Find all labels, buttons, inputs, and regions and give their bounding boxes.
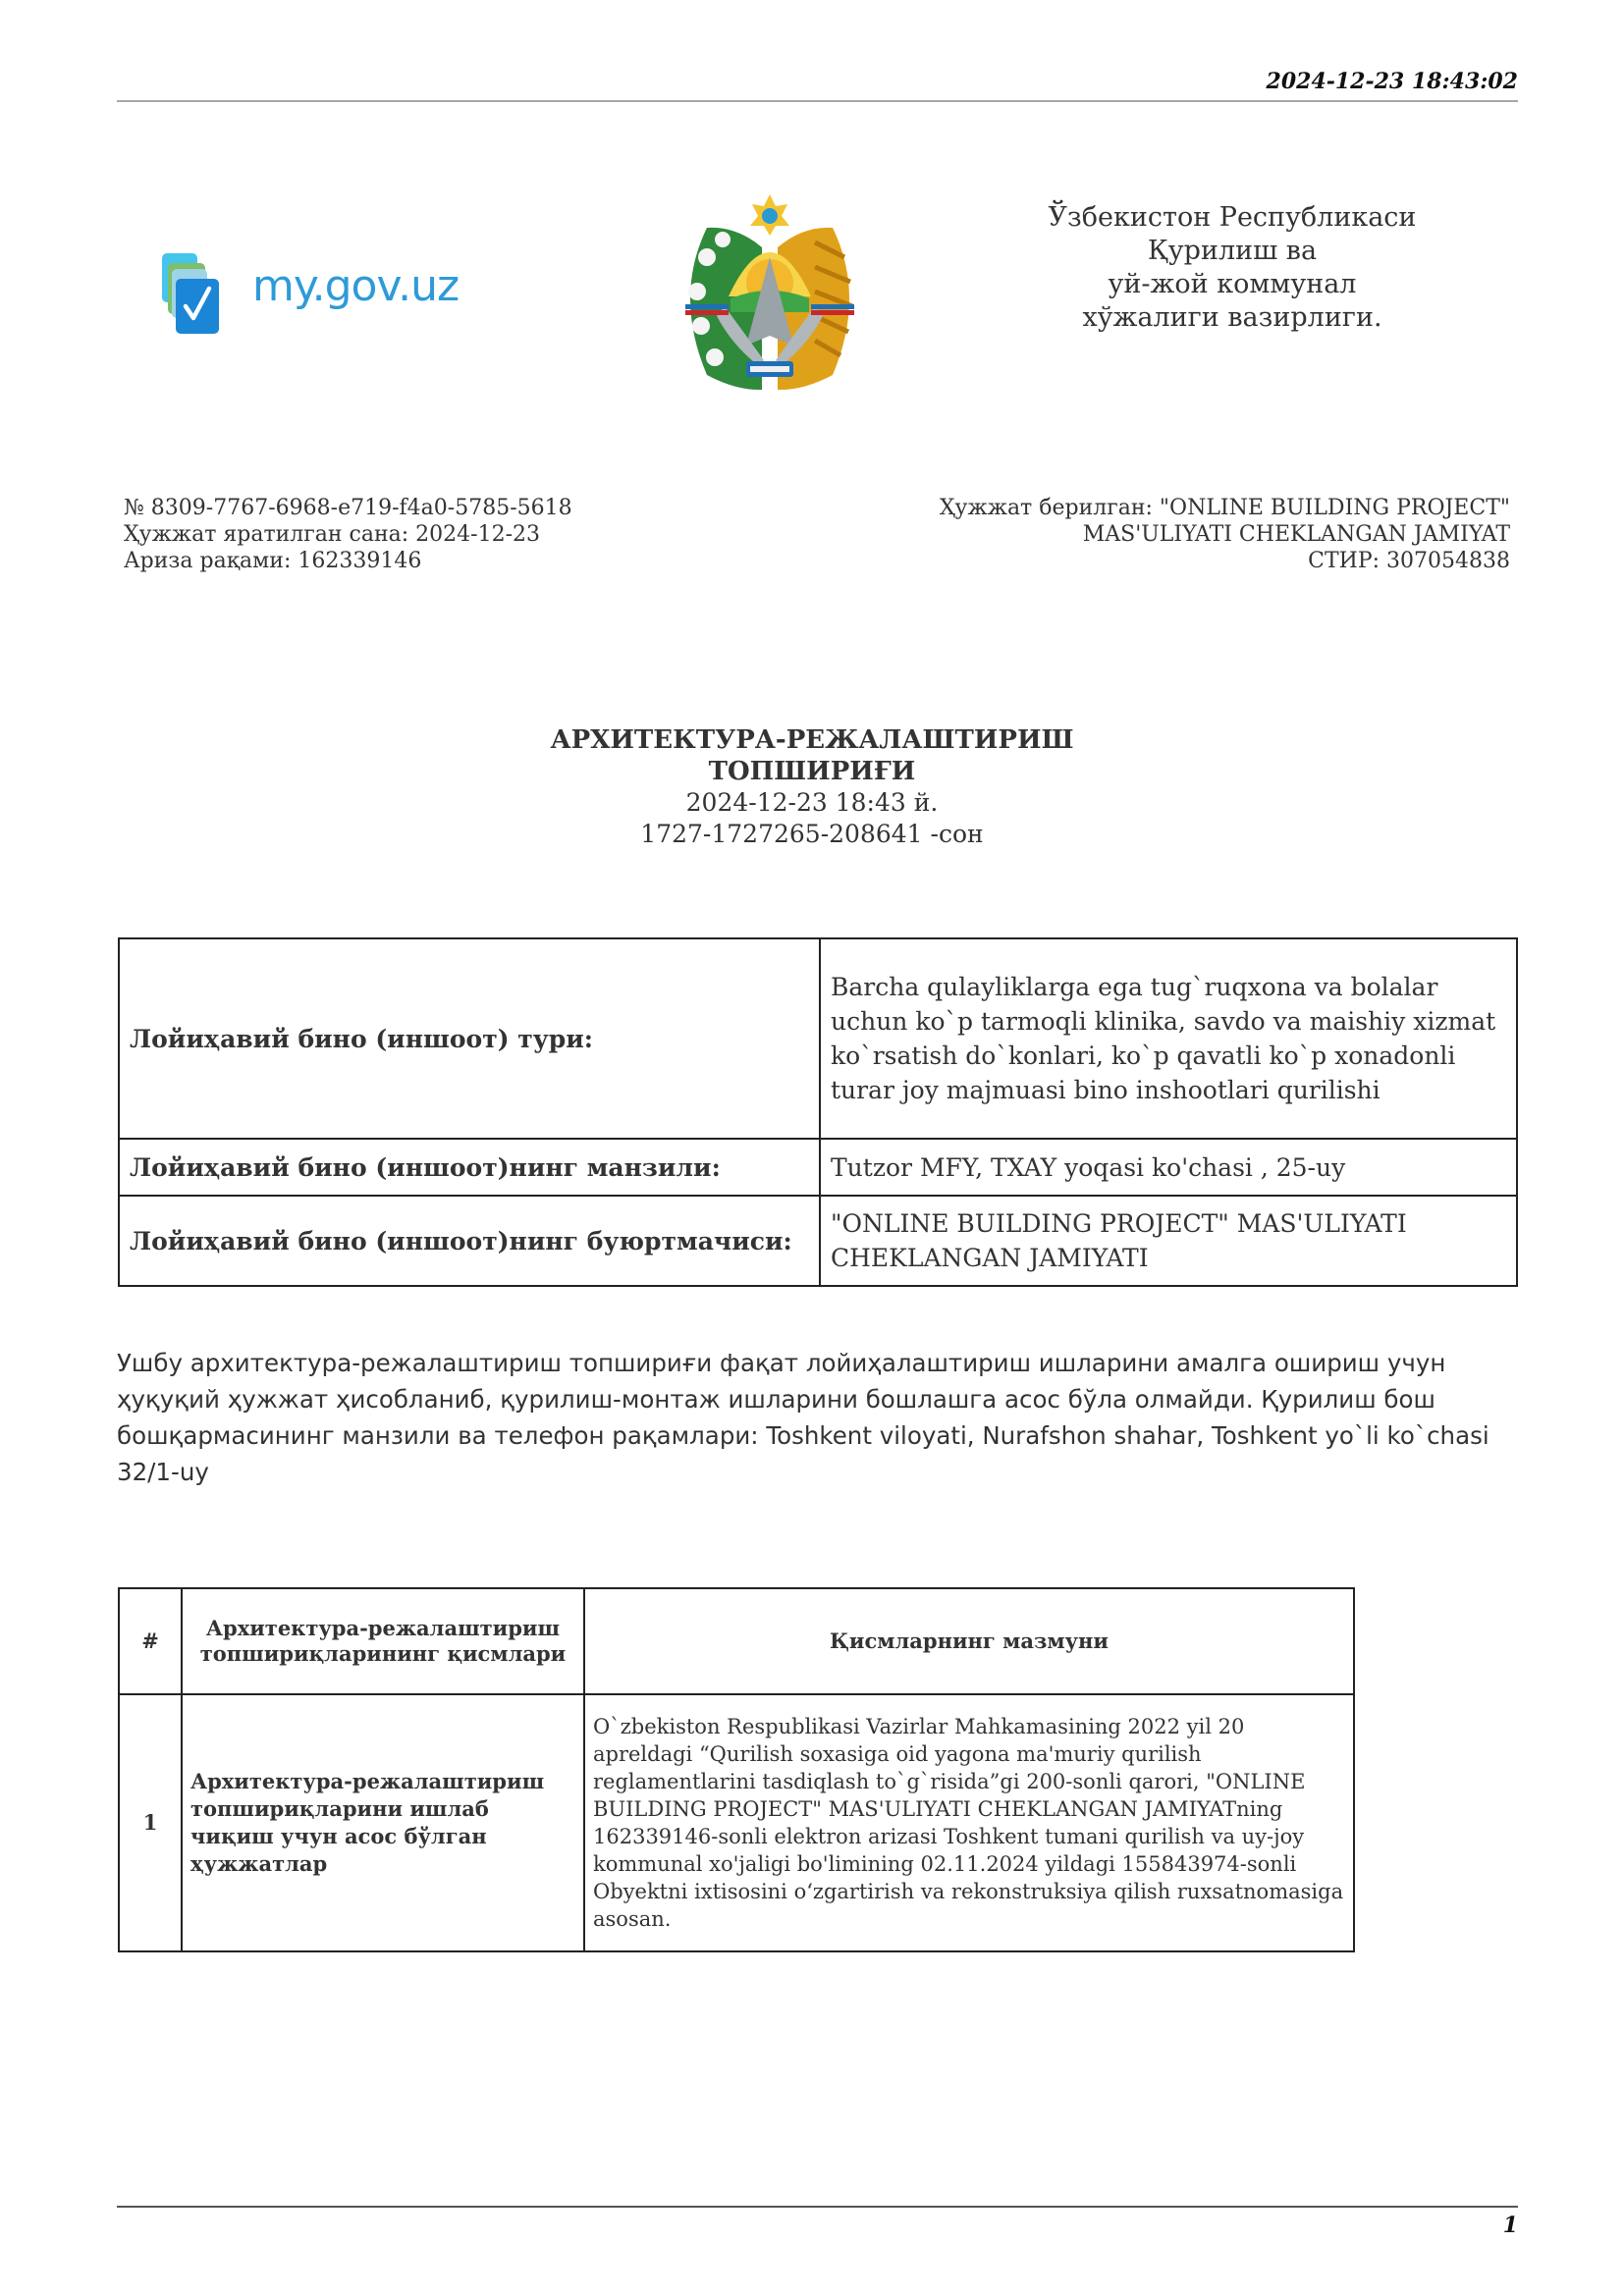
document-reg-number: 1727-1727265-208641 -сон bbox=[640, 820, 984, 848]
table-row bbox=[119, 1139, 1517, 1196]
legal-notice: Ушбу архитектура-режалаштириш топшириғи фақат лойиҳалаштириш ишларини амалга ошириш учун ҳуқуқий ҳужжат ҳисобланиб, қурилиш-монтаж ишларини бошлашга асос бўла олмайди. Қурилиш бош бошқармасининг манзили ва телефон рақамлари: Toshkent viloyati, Nurafshon shahar, Toshkent yo`li ko`chasi 32/1-uy bbox=[117, 1349, 1489, 1486]
taxpayer-id: СТИР: 307054838 bbox=[1308, 549, 1510, 573]
document-meta-right bbox=[940, 495, 1510, 574]
header-divider bbox=[117, 100, 1518, 102]
table-row bbox=[119, 1694, 1354, 1951]
ministry-line: Қурилиш ва bbox=[1147, 236, 1318, 266]
ministry-name bbox=[1011, 201, 1453, 335]
table-row bbox=[119, 1196, 1517, 1286]
ministry-line: Ўзбекистон Республикаси bbox=[1048, 202, 1417, 233]
document-datetime: 2024-12-23 18:43 й. bbox=[685, 788, 939, 817]
project-info-table bbox=[118, 937, 1518, 1287]
document-title: АРХИТЕКТУРА-РЕЖАЛАШТИРИШ bbox=[550, 725, 1074, 755]
footer-divider bbox=[117, 2206, 1518, 2208]
document-number: № 8309-7767-6968-e719-f4a0-5785-5618 bbox=[124, 496, 572, 520]
row-number: 1 bbox=[119, 1694, 182, 1951]
task-parts-table bbox=[118, 1587, 1355, 1952]
issued-to-line: Ҳужжат берилган: "ONLINE BUILDING PROJECT" bbox=[939, 496, 1510, 520]
mygov-brand-text: my.gov.uz bbox=[252, 261, 460, 311]
row-label: Лойиҳавий бино (иншоот)нинг буюртмачиси: bbox=[119, 1196, 820, 1286]
issued-to-line: MAS'ULIYATI CHEKLANGAN JAMIYAT bbox=[1082, 522, 1510, 547]
page-number: 1 bbox=[1502, 2213, 1518, 2238]
row-value: "ONLINE BUILDING PROJECT" MAS'ULIYATI CHEKLANGAN JAMIYATI bbox=[820, 1196, 1517, 1286]
document-created-date: Ҳужжат яратилган сана: 2024-12-23 bbox=[124, 522, 541, 547]
document-title-block bbox=[0, 724, 1624, 850]
row-value: Barcha qulayliklarga ega tug`ruqxona va bolalar uchun ko`p tarmoqli klinika, savdo va maishiy xizmat ko`rsatish do`konlari, ko`p qavatli ko`p xonadonli turar joy majmuasi bino inshootlari qurilishi bbox=[820, 938, 1517, 1139]
document-title: ТОПШИРИҒИ bbox=[708, 757, 916, 786]
document-meta-left bbox=[124, 495, 572, 574]
column-header-number: # bbox=[119, 1588, 182, 1694]
table-header-row bbox=[119, 1588, 1354, 1694]
ministry-line: уй-жой коммунал bbox=[1108, 269, 1357, 299]
mygov-logo bbox=[162, 247, 486, 336]
row-part: Архитектура-режалаштириш топшириқларини ишлаб чиқиш учун асос бўлган ҳужжатлар bbox=[182, 1694, 584, 1951]
row-content: O`zbekiston Respublikasi Vazirlar Mahkamasining 2022 yil 20 apreldagi “Qurilish soxasiga oid yagona ma'muriy qurilish reglamentlarini tasdiqlash to`g`risida”gi 200-sonli qarori, "ONLINE BUILDING PROJECT" MAS'ULIYATI CHEKLANGAN JAMIYATning 162339146-sonli elektron arizasi Toshkent tumani qurilish va uy-joy kommunal xo'jaligi bo'limining 02.11.2024 yildagi 155843974-sonli Obyektni ixtisosini o‘zgartirish va rekonstruksiya qilish ruxsatnomasiga asosan. bbox=[584, 1694, 1354, 1951]
row-value: Tutzor MFY, TXAY yoqasi ko'chasi , 25-uy bbox=[820, 1139, 1517, 1196]
table-row bbox=[119, 938, 1517, 1139]
column-header-content: Қисмларнинг мазмуни bbox=[584, 1588, 1354, 1694]
print-timestamp: 2024-12-23 18:43:02 bbox=[1266, 69, 1518, 94]
column-header-part: Архитектура-режалаштириш топшириқларининг қисмлари bbox=[182, 1588, 584, 1694]
ministry-line: хўжалиги вазирлиги. bbox=[1082, 302, 1382, 333]
row-label: Лойиҳавий бино (иншоот) тури: bbox=[119, 938, 820, 1139]
application-number: Ариза рақами: 162339146 bbox=[124, 549, 422, 573]
state-emblem-icon bbox=[668, 188, 872, 397]
mygov-checkmark-icon bbox=[162, 253, 221, 334]
row-label: Лойиҳавий бино (иншоот)нинг манзили: bbox=[119, 1139, 820, 1196]
